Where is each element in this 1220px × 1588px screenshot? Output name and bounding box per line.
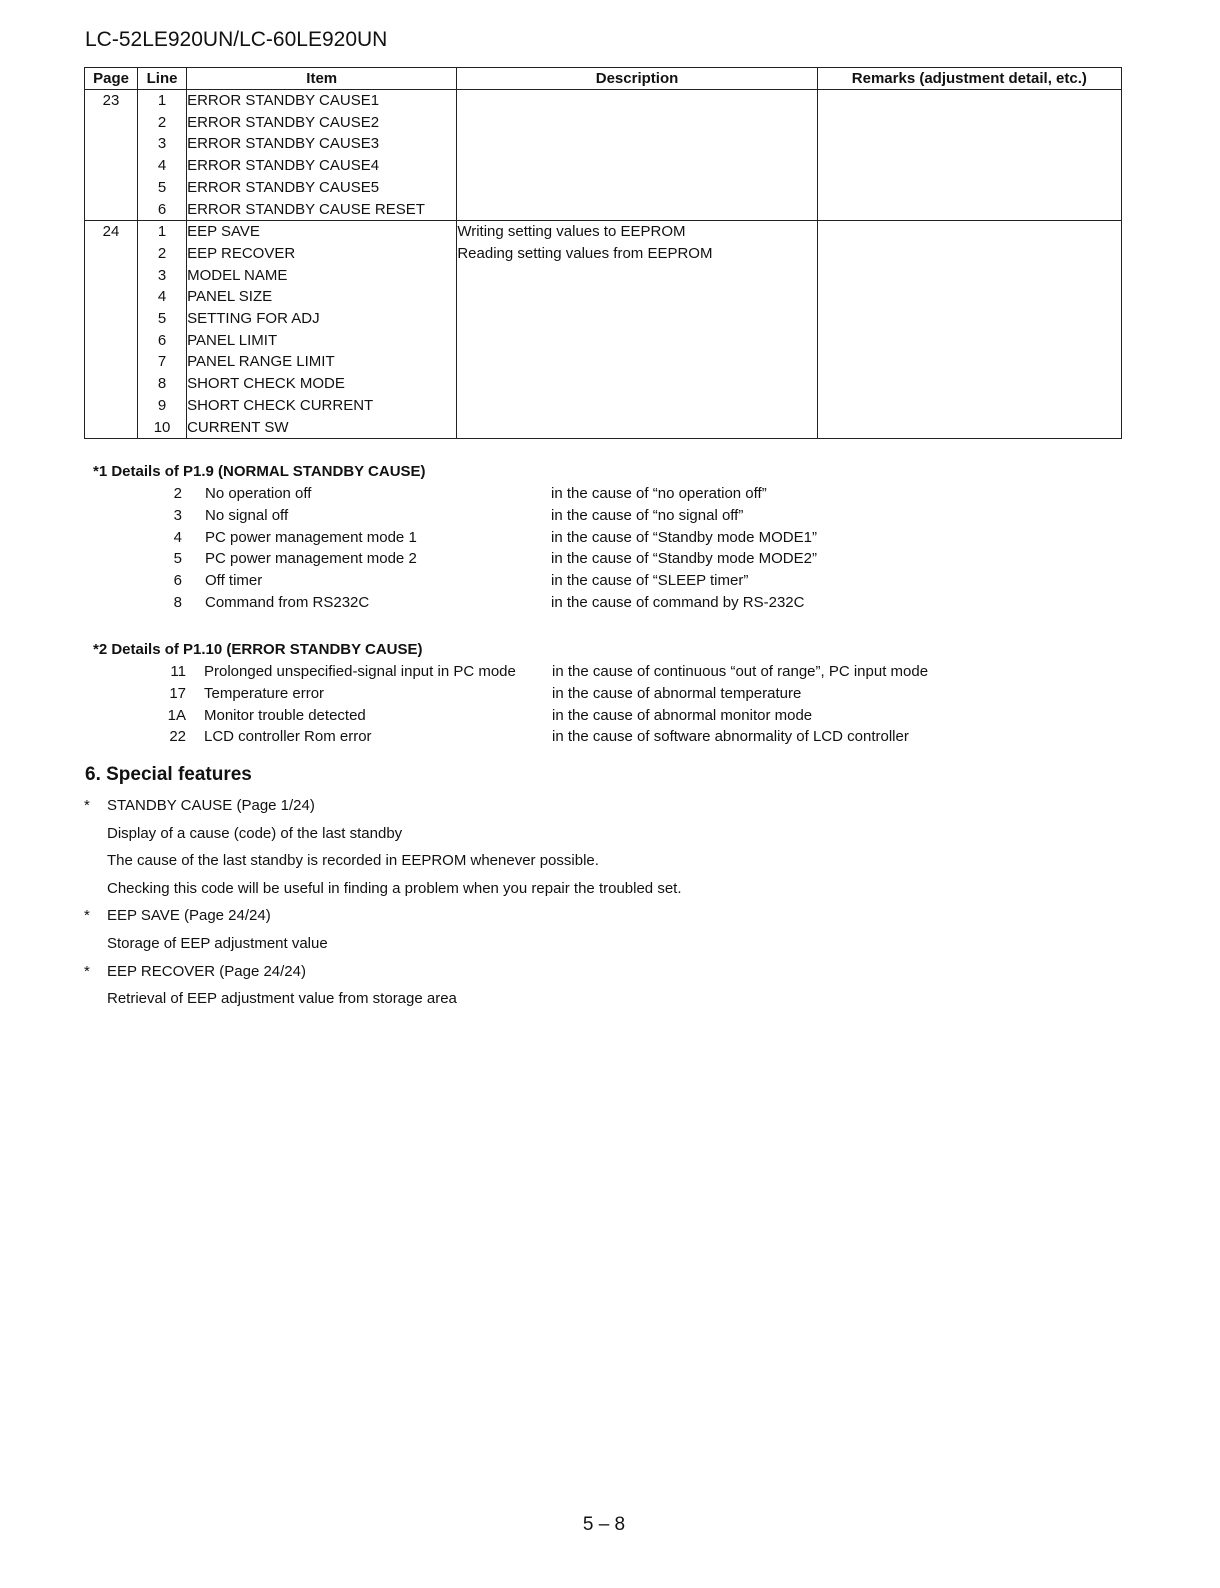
detail-label: Command from RS232C xyxy=(205,594,370,611)
cell-line: 6 xyxy=(138,330,187,352)
table-group-page-24 xyxy=(85,221,1122,439)
detail-cause: in the cause of abnormal monitor mode xyxy=(552,706,813,724)
table-row xyxy=(85,243,1122,265)
table-row xyxy=(85,308,1122,330)
cell-line: 10 xyxy=(138,417,187,439)
cell-remarks xyxy=(817,221,1121,243)
cell-item: ERROR STANDBY CAUSE2 xyxy=(187,112,457,134)
cell-description xyxy=(457,177,817,199)
bullet-star: * xyxy=(84,797,90,814)
cell-page xyxy=(85,177,138,199)
document-title: LC-52LE920UN/LC-60LE920UN xyxy=(85,28,388,51)
detail-label: PC power management mode 1 xyxy=(205,528,417,546)
cell-remarks xyxy=(817,265,1121,287)
table-row xyxy=(85,373,1122,395)
cell-item: EEP SAVE xyxy=(187,221,457,243)
cell-description: Writing setting values to EEPROM xyxy=(457,221,817,243)
page-number: 5 – 8 xyxy=(582,1514,626,1535)
cell-description xyxy=(457,133,817,155)
feature-line xyxy=(107,935,328,952)
detail-code: 8 xyxy=(173,594,182,611)
cell-page xyxy=(85,199,138,221)
cell-line: 5 xyxy=(138,177,187,199)
cell-page xyxy=(85,243,138,265)
detail-label: PC power management mode 2 xyxy=(205,550,417,568)
cell-line: 2 xyxy=(138,112,187,134)
cell-line: 4 xyxy=(138,286,187,308)
cell-remarks xyxy=(817,133,1121,155)
cell-page: 24 xyxy=(85,221,138,243)
cell-page xyxy=(85,155,138,177)
header-description: Description xyxy=(457,68,817,90)
detail-cause: in the cause of “Standby mode MODE1” xyxy=(551,528,817,546)
cell-page xyxy=(85,133,138,155)
cell-description xyxy=(457,308,817,330)
cell-line: 3 xyxy=(138,265,187,287)
cell-remarks xyxy=(817,90,1121,112)
cell-line: 5 xyxy=(138,308,187,330)
cell-remarks xyxy=(817,177,1121,199)
bullet-star: * xyxy=(84,962,90,980)
table-row xyxy=(85,112,1122,134)
header-remarks: Remarks (adjustment detail, etc.) xyxy=(817,68,1121,90)
detail-cause: in the cause of command by RS-232C xyxy=(551,594,805,611)
cell-item: ERROR STANDBY CAUSE3 xyxy=(187,133,457,155)
table-row xyxy=(85,199,1122,221)
cell-page xyxy=(85,330,138,352)
details1-title: *1 Details of P1.9 (NORMAL STANDBY CAUSE) xyxy=(93,463,426,480)
detail-cause: in the cause of “no signal off” xyxy=(551,506,744,524)
detail-label: LCD controller Rom error xyxy=(204,728,372,746)
header-line: Line xyxy=(138,68,187,90)
cell-page xyxy=(85,417,138,439)
detail-label: Prolonged unspecified-signal input in PC mode xyxy=(204,663,516,680)
detail-cause: in the cause of “Standby mode MODE2” xyxy=(551,550,817,568)
feature-line xyxy=(84,962,306,980)
cell-remarks xyxy=(817,373,1121,395)
cell-line: 3 xyxy=(138,133,187,155)
cell-remarks xyxy=(817,199,1121,221)
header-item: Item xyxy=(187,68,457,90)
cell-page xyxy=(85,373,138,395)
cell-description xyxy=(457,373,817,395)
cell-line: 4 xyxy=(138,155,187,177)
cell-item: PANEL LIMIT xyxy=(187,330,457,352)
table-row xyxy=(85,133,1122,155)
cell-remarks xyxy=(817,243,1121,265)
table-row xyxy=(85,417,1122,439)
feature-text: Display of a cause (code) of the last standby xyxy=(107,824,403,842)
detail-code: 3 xyxy=(173,506,182,524)
cell-item: ERROR STANDBY CAUSE5 xyxy=(187,177,457,199)
cell-description xyxy=(457,265,817,287)
cell-page xyxy=(85,308,138,330)
detail-label: Monitor trouble detected xyxy=(204,706,366,724)
cell-line: 6 xyxy=(138,199,187,221)
detail-label: No signal off xyxy=(205,506,289,524)
cell-remarks xyxy=(817,286,1121,308)
cell-item: SETTING FOR ADJ xyxy=(187,308,457,330)
cell-item: PANEL RANGE LIMIT xyxy=(187,351,457,373)
feature-line xyxy=(84,907,271,925)
cell-line: 2 xyxy=(138,243,187,265)
feature-line xyxy=(107,880,682,897)
cell-remarks xyxy=(817,330,1121,352)
feature-text: Retrieval of EEP adjustment value from storage area xyxy=(107,990,457,1008)
detail-cause: in the cause of software abnormality of LCD controller xyxy=(552,728,909,746)
table-row xyxy=(85,221,1122,243)
cell-item: ERROR STANDBY CAUSE4 xyxy=(187,155,457,177)
cell-line: 1 xyxy=(138,221,187,243)
cell-item: ERROR STANDBY CAUSE RESET xyxy=(187,199,457,221)
cell-description xyxy=(457,112,817,134)
detail-label: Temperature error xyxy=(204,684,325,702)
special-features-heading: 6. Special features xyxy=(85,764,252,785)
cell-description: Reading setting values from EEPROM xyxy=(457,243,817,265)
cell-line: 7 xyxy=(138,351,187,373)
table-row xyxy=(85,330,1122,352)
detail-label: No operation off xyxy=(205,485,312,502)
cell-remarks xyxy=(817,155,1121,177)
detail-code: 11 xyxy=(170,663,186,680)
table-row xyxy=(85,90,1122,112)
cell-page xyxy=(85,265,138,287)
details2-title: *2 Details of P1.10 (ERROR STANDBY CAUSE) xyxy=(93,641,423,658)
cell-item: SHORT CHECK CURRENT xyxy=(187,395,457,417)
table-row xyxy=(85,177,1122,199)
detail-code: 5 xyxy=(173,550,182,568)
cell-page xyxy=(85,112,138,134)
adjustment-table xyxy=(84,67,1122,439)
detail-code: 17 xyxy=(169,684,186,702)
cell-line: 1 xyxy=(138,90,187,112)
cell-description xyxy=(457,417,817,439)
detail-code: 1A xyxy=(167,706,186,724)
cell-remarks xyxy=(817,417,1121,439)
cell-item: MODEL NAME xyxy=(187,265,457,287)
cell-remarks xyxy=(817,395,1121,417)
cell-description xyxy=(457,155,817,177)
cell-page xyxy=(85,286,138,308)
detail-cause: in the cause of “SLEEP timer” xyxy=(551,572,749,590)
cell-remarks xyxy=(817,351,1121,373)
table-row xyxy=(85,265,1122,287)
header-page: Page xyxy=(85,68,138,90)
detail-cause: in the cause of continuous “out of range”, PC input mode xyxy=(552,663,929,680)
feature-text: The cause of the last standby is recorded in EEPROM whenever possible. xyxy=(107,852,599,870)
detail-code: 4 xyxy=(173,528,182,546)
feature-line xyxy=(107,852,599,869)
table-row xyxy=(85,155,1122,177)
feature-line xyxy=(107,825,402,842)
cell-description xyxy=(457,395,817,417)
detail-cause: in the cause of abnormal temperature xyxy=(552,684,802,702)
cell-line: 8 xyxy=(138,373,187,395)
cell-description xyxy=(457,330,817,352)
detail-code: 2 xyxy=(173,485,182,502)
cell-remarks xyxy=(817,308,1121,330)
cell-item: CURRENT SW xyxy=(187,417,457,439)
feature-text: STANDBY CAUSE (Page 1/24) xyxy=(107,797,315,814)
feature-line xyxy=(107,990,457,1007)
table-header-row xyxy=(85,68,1122,90)
cell-description xyxy=(457,90,817,112)
cell-page xyxy=(85,351,138,373)
table-row xyxy=(85,286,1122,308)
cell-description xyxy=(457,199,817,221)
cell-description xyxy=(457,286,817,308)
table-row xyxy=(85,395,1122,417)
feature-line xyxy=(84,797,315,814)
feature-text: EEP RECOVER (Page 24/24) xyxy=(107,962,306,980)
detail-cause: in the cause of “no operation off” xyxy=(551,485,767,502)
cell-description xyxy=(457,351,817,373)
cell-page xyxy=(85,395,138,417)
cell-line: 9 xyxy=(138,395,187,417)
feature-text: Checking this code will be useful in finding a problem when you repair the troubled set. xyxy=(107,879,682,897)
cell-item: PANEL SIZE xyxy=(187,286,457,308)
cell-remarks xyxy=(817,112,1121,134)
detail-label: Off timer xyxy=(205,572,263,590)
table-group-page-23 xyxy=(85,90,1122,221)
cell-item: ERROR STANDBY CAUSE1 xyxy=(187,90,457,112)
detail-code: 6 xyxy=(173,572,182,590)
feature-text: EEP SAVE (Page 24/24) xyxy=(107,907,271,925)
feature-text: Storage of EEP adjustment value xyxy=(107,935,328,952)
cell-page: 23 xyxy=(85,90,138,112)
table-row xyxy=(85,351,1122,373)
cell-item: SHORT CHECK MODE xyxy=(187,373,457,395)
detail-code: 22 xyxy=(169,728,186,746)
cell-item: EEP RECOVER xyxy=(187,243,457,265)
bullet-star: * xyxy=(84,907,90,925)
